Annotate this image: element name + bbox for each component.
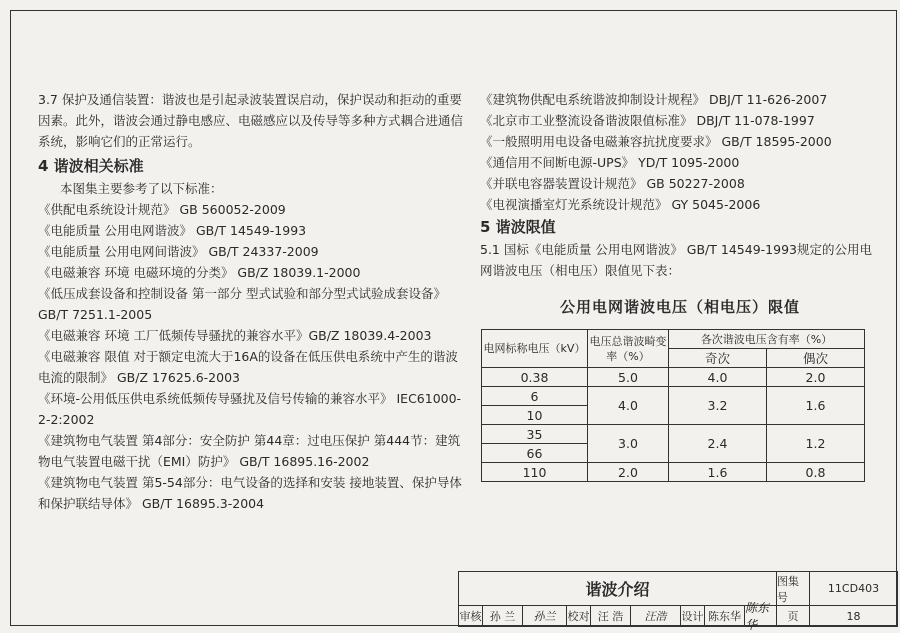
right-column (480, 89, 880, 281)
title-block (458, 571, 898, 632)
section-5-1-text: 5.1 国标《电能质量 公用电网谐波》 GB/T 14549-1993规定的公用电网谐波电压（相电压）限值见下表： (480, 242, 872, 278)
header-odd: 奇次 (669, 349, 767, 368)
harmonic-limits-table (481, 329, 865, 482)
review-label: 审核 (459, 606, 483, 627)
standard-item: 《通信用不间断电源-UPS》 YD/T 1095-2000 (480, 155, 740, 170)
voltage-cell: 0.38 (482, 368, 588, 387)
thd-cell: 4.0 (588, 387, 669, 425)
standard-item: 《电磁兼容 限值 对于额定电流大于16A的设备在低压供电系统中产生的谐波电流的限制》 GB/Z 17625.6-2003 (38, 349, 458, 385)
standard-item: 《电磁兼容 环境 工厂低频传导骚扰的兼容水平》GB/Z 18039.4-2003 (38, 328, 432, 343)
header-thd: 电压总谐波畸变率（%） (588, 330, 669, 368)
design-label: 设计 (681, 606, 705, 627)
even-cell: 2.0 (766, 368, 864, 387)
standard-item: 《建筑物电气装置 第4部分：安全防护 第44章：过电压保护 第444节：建筑物电气装置电磁干扰（EMI）防护》 GB/T 16895.16-2002 (38, 433, 461, 469)
standard-item: 《电视演播室灯光系统设计规范》 GY 5045-2006 (480, 197, 761, 212)
page-number: 18 (810, 606, 898, 627)
design-name: 陈东华 (705, 606, 745, 627)
review-signature: 孙兰 (523, 606, 567, 627)
header-individual: 各次谐波电压含有率（%） (669, 330, 865, 349)
standard-item: 《电能质量 公用电网间谐波》 GB/T 24337-2009 (38, 244, 319, 259)
table-title: 公用电网谐波电压（相电压）限值 (559, 298, 800, 316)
standard-item: 《电磁兼容 环境 电磁环境的分类》 GB/Z 18039.1-2000 (38, 265, 361, 280)
voltage-cell: 66 (482, 444, 588, 463)
even-cell: 0.8 (766, 463, 864, 482)
odd-cell: 4.0 (669, 368, 767, 387)
left-column (38, 89, 468, 514)
odd-cell: 3.2 (669, 387, 767, 425)
atlas-number: 11CD403 (810, 572, 898, 606)
section-3-7-text: 3.7 保护及通信装置：谐波也是引起录波装置误启动，保护误动和拒动的重要因素。此外，谐波会通过静电感应、电磁感应以及传导等多种方式耦合进通信系统，影响它们的正常运行。 (38, 92, 464, 149)
standard-item: 《低压成套设备和控制设备 第一部分 型式试验和部分型式试验成套设备》 GB/T 7251.1-2005 (38, 286, 446, 322)
odd-cell: 2.4 (669, 425, 767, 463)
drawing-title: 谐波介绍 (459, 572, 777, 606)
voltage-cell: 6 (482, 387, 588, 406)
standard-item: 《环境-公用低压供电系统低频传导骚扰及信号传输的兼容水平》 IEC61000-2-2:2002 (38, 391, 462, 427)
standard-item: 《一般照明用电设备电磁兼容抗扰度要求》 GB/T 18595-2000 (480, 134, 832, 149)
standard-item: 《并联电容器装置设计规范》 GB 50227-2008 (480, 176, 745, 191)
review-name: 孙 兰 (483, 606, 523, 627)
section-4-heading: 4 谐波相关标准 (38, 157, 144, 175)
header-voltage: 电网标称电压（kV） (482, 330, 588, 368)
voltage-cell: 110 (482, 463, 588, 482)
voltage-cell: 10 (482, 406, 588, 425)
even-cell: 1.2 (766, 425, 864, 463)
section-5-heading: 5 谐波限值 (480, 218, 556, 236)
check-label: 校对 (567, 606, 591, 627)
odd-cell: 1.6 (669, 463, 767, 482)
design-signature: 陈东华 (745, 606, 777, 627)
standard-item: 《电能质量 公用电网谐波》 GB/T 14549-1993 (38, 223, 307, 238)
thd-cell: 3.0 (588, 425, 669, 463)
page-label: 页 (777, 606, 810, 627)
voltage-cell: 35 (482, 425, 588, 444)
thd-cell: 5.0 (588, 368, 669, 387)
standard-item: 《北京市工业整流设备谐波限值标准》 DBJ/T 11-078-1997 (480, 113, 815, 128)
standard-item: 《供配电系统设计规范》 GB 560052-2009 (38, 202, 286, 217)
check-name: 汪 浩 (591, 606, 631, 627)
standard-item: 《建筑物电气装置 第5-54部分：电气设备的选择和安装 接地装置、保护导体和保护联结导体》 GB/T 16895.3-2004 (38, 475, 462, 511)
atlas-label: 图集号 (777, 572, 810, 606)
standard-item: 《建筑物供配电系统谐波抑制设计规程》 DBJ/T 11-626-2007 (480, 92, 828, 107)
header-even: 偶次 (766, 349, 864, 368)
thd-cell: 2.0 (588, 463, 669, 482)
check-signature: 汪浩 (631, 606, 681, 627)
section-4-intro: 本图集主要参考了以下标准： (60, 181, 223, 196)
even-cell: 1.6 (766, 387, 864, 425)
